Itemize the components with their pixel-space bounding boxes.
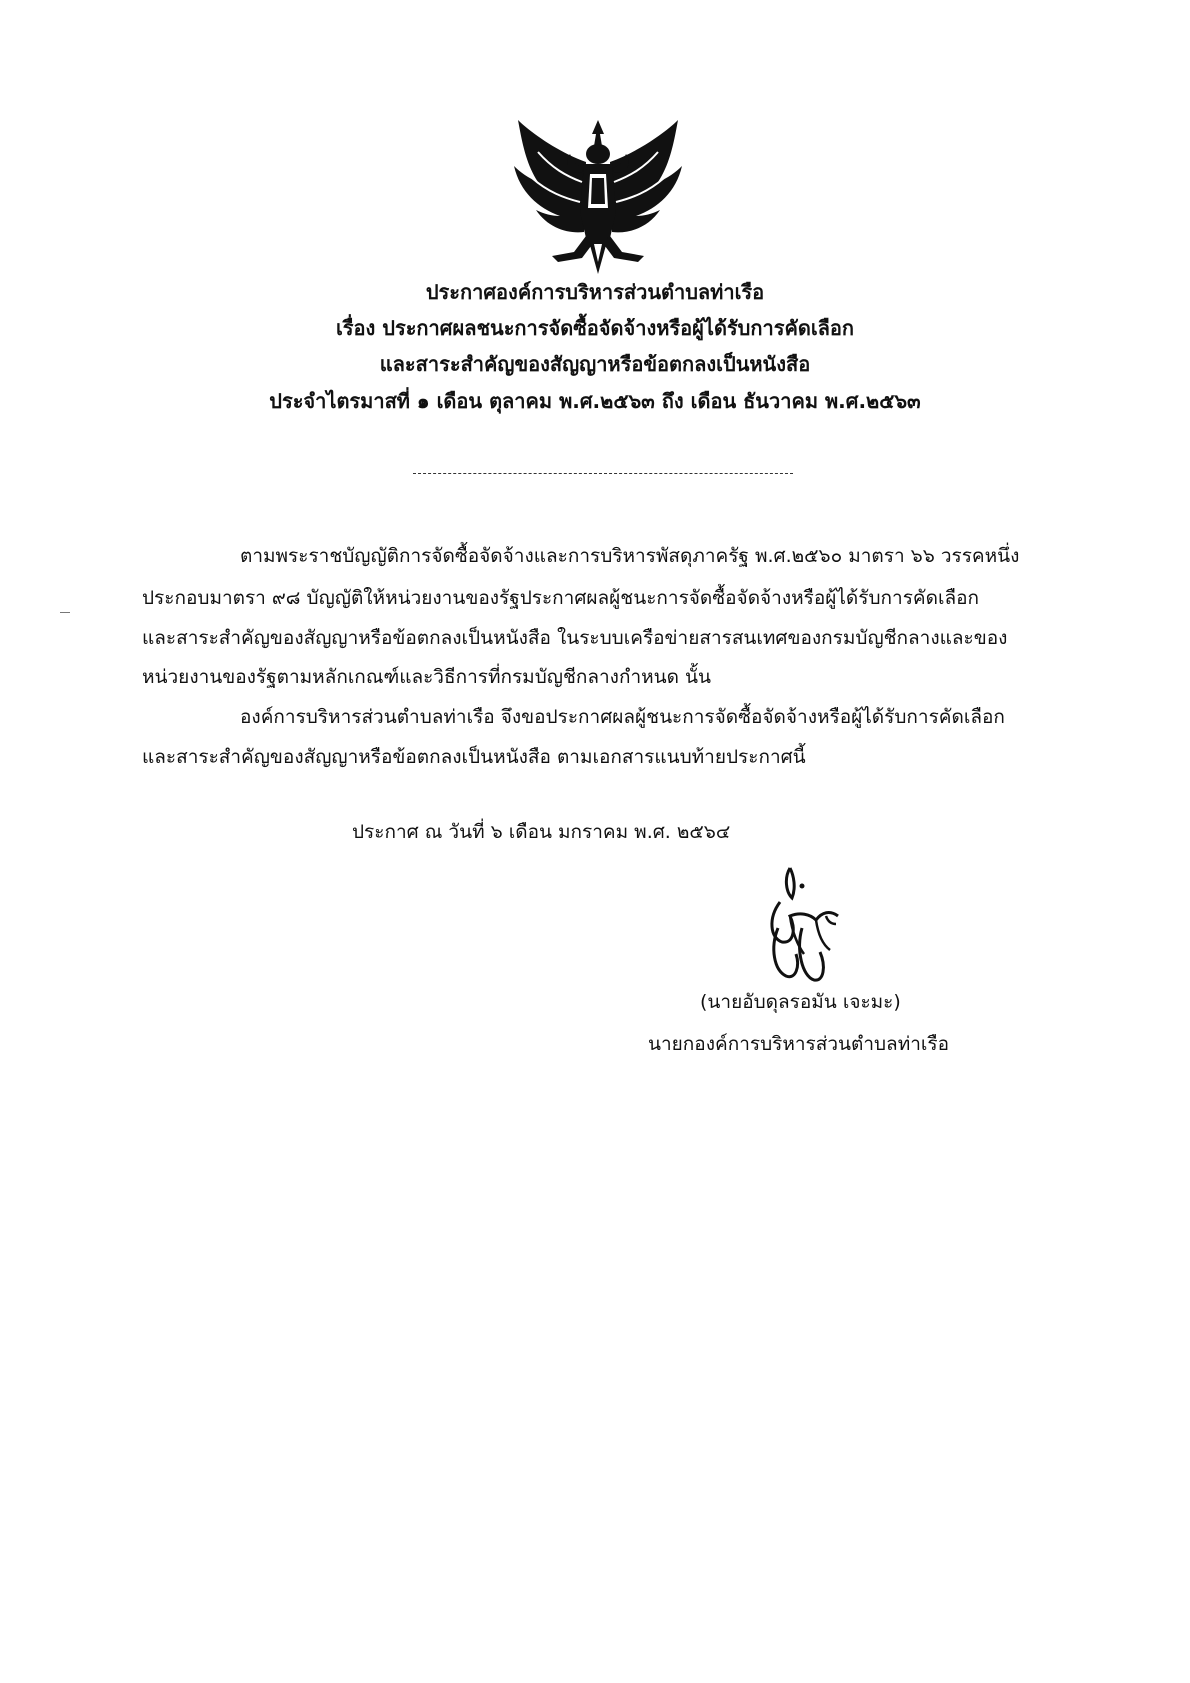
header-separator: [413, 473, 793, 474]
signer-name: (นายอับดุลรอมัน เจะมะ): [700, 991, 901, 1013]
paragraph1-line2: ประกอบมาตรา ๙๘ บัญญัติให้หน่วยงานของรัฐประกาศผลผู้ชนะการจัดซื้อจัดจ้างหรือผู้ได้รับการคัดเลือก: [142, 587, 980, 609]
announcement-title: ประกาศองค์การบริหารส่วนตำบลท่าเรือ: [425, 280, 765, 304]
margin-mark: [60, 612, 70, 613]
announcement-subject-cont: และสาระสำคัญของสัญญาหรือข้อตกลงเป็นหนังสือ: [379, 352, 811, 376]
paragraph1-line1: ตามพระราชบัญญัติการจัดซื้อจัดจ้างและการบริหารพัสดุภาครัฐ พ.ศ.๒๕๖๐ มาตรา ๖๖ วรรคหนึ่ง: [240, 545, 1020, 567]
handwritten-signature: [760, 858, 850, 988]
announcement-period: ประจำไตรมาสที่ ๑ เดือน ตุลาคม พ.ศ.๒๕๖๓ ถึง เดือน ธันวาคม พ.ศ.๒๕๖๓: [269, 389, 921, 413]
paragraph1-line4: หน่วยงานของรัฐตามหลักเกณฑ์และวิธีการที่กรมบัญชีกลางกำหนด นั้น: [142, 666, 711, 688]
paragraph2-line2: และสาระสำคัญของสัญญาหรือข้อตกลงเป็นหนังสือ ตามเอกสารแนบท้ายประกาศนี้: [142, 746, 806, 768]
announcement-subject: เรื่อง ประกาศผลชนะการจัดซื้อจัดจ้างหรือผู้ได้รับการคัดเลือก: [335, 316, 855, 340]
garuda-emblem-icon: [508, 112, 688, 282]
announcement-date: ประกาศ ณ วันที่ ๖ เดือน มกราคม พ.ศ. ๒๕๖๔: [352, 821, 731, 843]
paragraph1-line3: และสาระสำคัญของสัญญาหรือข้อตกลงเป็นหนังสือ ในระบบเครือข่ายสารสนเทศของกรมบัญชีกลางและของ: [142, 627, 1008, 649]
signer-title: นายกองค์การบริหารส่วนตำบลท่าเรือ: [648, 1033, 950, 1055]
paragraph2-line1: องค์การบริหารส่วนตำบลท่าเรือ จึงขอประกาศผลผู้ชนะการจัดซื้อจัดจ้างหรือผู้ได้รับการคัดเลือก: [240, 706, 1005, 728]
